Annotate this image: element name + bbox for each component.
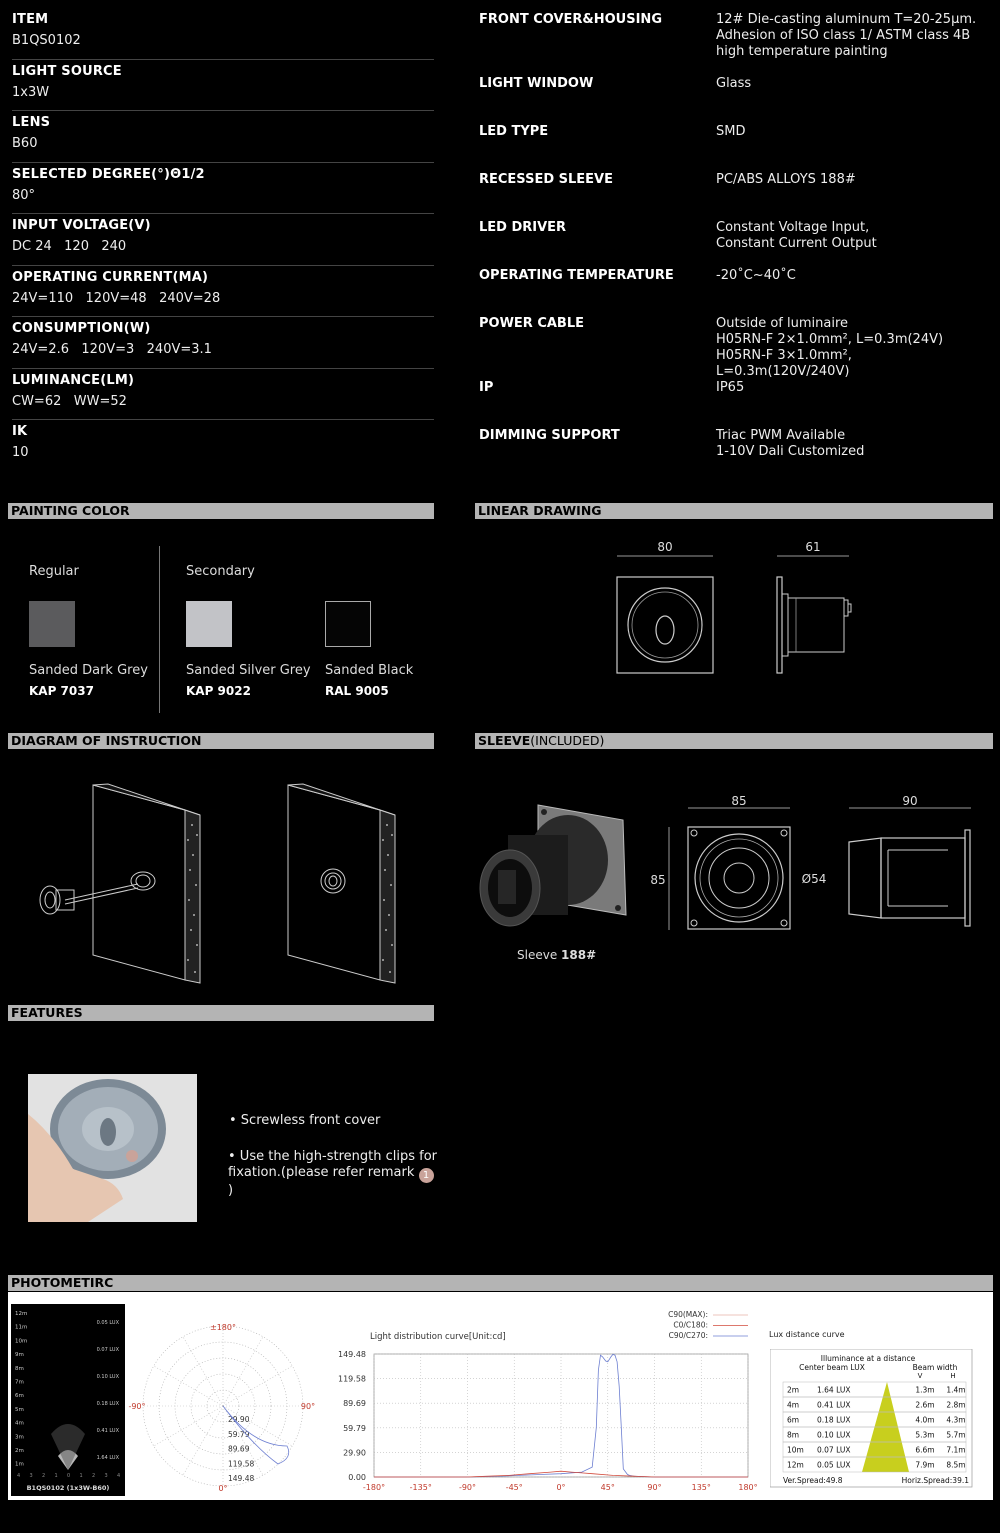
polar-bottom-label: 0°	[218, 1484, 228, 1493]
spec-label: IP	[479, 380, 494, 395]
spec-label: LED TYPE	[479, 124, 549, 139]
x-tick: 1	[54, 1473, 58, 1479]
color-swatch	[29, 601, 75, 647]
lux-label: 0.05 LUX	[96, 1320, 119, 1326]
spec-label: ITEM	[12, 12, 49, 27]
polar-ring-label: 29.90	[228, 1415, 250, 1424]
sleeve-photo	[478, 800, 628, 940]
lux-row	[783, 1412, 966, 1427]
hor-spread: Horiz.Spread:39.1	[901, 1476, 969, 1485]
x-tick: 1	[79, 1473, 83, 1479]
lux-row-h: 4.3m	[946, 1415, 966, 1425]
sleeve-caption-text: Sleeve	[517, 948, 562, 962]
polar-ring-label: 59.79	[228, 1429, 250, 1439]
polar-top-label: ±180°	[210, 1323, 236, 1332]
color-name: Sanded Black	[325, 663, 414, 678]
lux-label: 0.10 LUX	[96, 1374, 119, 1380]
color-name: Sanded Silver Grey	[186, 663, 311, 678]
lux-header-v: V	[917, 1372, 923, 1380]
polar-right-label: 90°	[300, 1402, 316, 1411]
lux-row-lux: 0.10 LUX	[817, 1430, 851, 1440]
x-tick: 2	[42, 1473, 46, 1479]
spec-label: CONSUMPTION(W)	[12, 321, 151, 336]
polar-left-label: -90°	[128, 1402, 146, 1411]
polar-spoke	[183, 1337, 223, 1406]
y-tick: 29.90	[343, 1448, 366, 1458]
color-name: Sanded Dark Grey	[29, 663, 148, 678]
section-diagram-instruction: DIAGRAM OF INSTRUCTION	[8, 733, 434, 749]
spec-value: 24V=110 120V=48 240V=28	[12, 290, 221, 306]
y-tick: 149.48	[338, 1350, 366, 1359]
spec-label: SELECTED DEGREE(°)Θ1/2	[12, 166, 205, 182]
polar-spoke	[154, 1406, 223, 1446]
light-distribution-chart	[330, 1304, 760, 1497]
y-tick: 59.79	[343, 1423, 366, 1433]
sleeve-title: SLEEVE	[478, 733, 531, 748]
spec-row	[12, 369, 434, 421]
lux-table-title: Lux distance curve	[769, 1330, 845, 1339]
feature-item-2-close: )	[228, 1183, 234, 1198]
spec-label: RECESSED SLEEVE	[479, 172, 613, 187]
x-tick: -180°	[362, 1483, 386, 1492]
spec-row	[12, 60, 434, 112]
x-tick: 90°	[647, 1483, 662, 1492]
polar-spoke	[154, 1366, 223, 1406]
spec-row	[12, 317, 434, 369]
distance-label: 1m	[15, 1461, 24, 1468]
polar-spoke	[223, 1366, 292, 1406]
x-tick: -135°	[409, 1483, 432, 1492]
spec-value: Outside of luminaire H05RN-F 2×1.0mm², L=0.3m(24V) H05RN-F 3×1.0mm², L=0.3m(120V/240V)	[716, 316, 944, 379]
lux-row-v: 4.0m	[915, 1415, 935, 1425]
lux-row-lux: 0.41 LUX	[817, 1400, 851, 1410]
ver-spread: Ver.Spread:49.8	[783, 1476, 843, 1485]
section-linear-drawing: LINEAR DRAWING	[475, 503, 993, 519]
lux-row-v: 2.6m	[915, 1400, 935, 1410]
distance-label: 5m	[15, 1406, 24, 1413]
lux-label: 0.18 LUX	[96, 1401, 119, 1407]
spec-value: B1QS0102	[12, 33, 81, 48]
lux-row-h: 1.4m	[946, 1385, 966, 1395]
x-tick: -90°	[458, 1483, 477, 1492]
y-tick: 89.69	[343, 1399, 366, 1409]
distance-label: 2m	[15, 1448, 24, 1454]
chart-title: Light distribution curve[Unit:cd]	[370, 1332, 506, 1342]
x-tick: 0	[67, 1473, 71, 1479]
distance-label: 10m	[15, 1338, 28, 1345]
sleeve-top-dim: 85	[731, 794, 747, 808]
color-code: KAP 9022	[186, 684, 251, 698]
lux-row-v: 6.6m	[915, 1445, 935, 1455]
spec-value: CW=62 WW=52	[12, 393, 127, 409]
lux-header1: Illuminance at a distance	[820, 1354, 916, 1363]
side-dim-label: 61	[805, 540, 821, 554]
polar-chart	[125, 1318, 325, 1500]
spec-value: 10	[12, 445, 29, 460]
lux-row-v: 7.9m	[915, 1460, 935, 1470]
lux-row-h: 2.8m	[946, 1400, 966, 1410]
x-tick: -45°	[505, 1483, 523, 1492]
spec-row	[12, 8, 434, 60]
color-swatch	[186, 601, 232, 647]
lux-scale-footer: B1QS0102 (1x3W-B60)	[26, 1484, 110, 1492]
polar-ring-label: 149.48	[228, 1474, 255, 1484]
spec-label: OPERATING CURRENT(MA)	[12, 269, 209, 285]
spec-label: LUMINANCE(LM)	[12, 372, 135, 388]
instruction-diagram	[30, 780, 410, 990]
lux-scale-chart	[11, 1304, 125, 1496]
feature-item-2-text: • Use the high-strength clips for fixation.(please refer remark	[228, 1149, 438, 1180]
lux-header-beam: Beam width	[912, 1363, 958, 1372]
lux-row-lux: 0.07 LUX	[817, 1445, 851, 1455]
distance-label: 4m	[15, 1420, 24, 1427]
lux-row-v: 5.3m	[915, 1430, 935, 1440]
spec-value: DC 24 120 240	[12, 239, 127, 254]
secondary-label: Secondary	[186, 564, 255, 579]
feature-item-2	[228, 1149, 438, 1199]
polar-spoke	[223, 1406, 292, 1446]
lux-row-v: 1.3m	[915, 1385, 935, 1395]
legend-label: C90/C270:	[668, 1331, 708, 1340]
spec-label: FRONT COVER&HOUSING	[479, 12, 662, 27]
spec-row	[12, 111, 434, 163]
lux-label: 1.64 LUX	[96, 1455, 119, 1461]
lux-row-lux: 0.18 LUX	[817, 1415, 851, 1425]
sleeve-drawing	[648, 790, 988, 940]
color-code: RAL 9005	[325, 684, 389, 698]
spec-value: SMD	[716, 124, 746, 139]
distance-label: 7m	[15, 1379, 24, 1386]
color-code: KAP 7037	[29, 684, 94, 698]
section-photometric: PHOTOMETIRC	[8, 1275, 993, 1291]
spec-row	[12, 214, 434, 266]
lux-header-h: H	[950, 1372, 956, 1380]
feature-item-1: • Screwless front cover	[229, 1113, 381, 1128]
lux-header-center: Center beam LUX	[799, 1363, 865, 1372]
lux-row-h: 7.1m	[946, 1445, 966, 1455]
y-tick: 119.58	[338, 1374, 366, 1384]
sleeve-note: (INCLUDED)	[530, 733, 605, 748]
sleeve-left-dim: 85	[650, 873, 666, 887]
lux-row-distance: 4m	[787, 1400, 800, 1410]
spec-value: B60	[12, 136, 38, 151]
x-tick: 2	[92, 1473, 96, 1479]
spec-value: 24V=2.6 120V=3 240V=3.1	[12, 342, 212, 357]
spec-value: Constant Voltage Input, Constant Current Output	[716, 220, 877, 251]
spec-value: -20˚C~40˚C	[716, 268, 796, 283]
spec-label: DIMMING SUPPORT	[479, 428, 620, 443]
lux-distance-table	[770, 1349, 975, 1489]
spec-label: LED DRIVER	[479, 220, 567, 235]
spec-label: LIGHT WINDOW	[479, 76, 594, 91]
spec-label: OPERATING TEMPERATURE	[479, 268, 674, 283]
section-sleeve	[475, 733, 993, 749]
x-tick: 4	[117, 1473, 121, 1479]
spec-value: 80°	[12, 187, 36, 203]
sleeve-diameter: Ø54	[801, 872, 827, 886]
polar-ring-label: 89.69	[228, 1444, 250, 1454]
distance-label: 11m	[15, 1324, 28, 1331]
spec-row	[12, 266, 434, 318]
lux-row-distance: 8m	[787, 1430, 800, 1440]
front-dim-label: 80	[657, 540, 673, 554]
lux-label: 0.41 LUX	[96, 1428, 119, 1434]
spec-row	[12, 420, 434, 472]
remark-badge: 1	[419, 1168, 434, 1183]
distance-label: 3m	[15, 1434, 24, 1441]
polar-spoke	[183, 1406, 223, 1475]
x-tick: 135°	[691, 1483, 711, 1492]
spec-value: IP65	[716, 380, 745, 395]
lux-row	[783, 1397, 966, 1412]
section-painting-color: PAINTING COLOR	[8, 503, 434, 519]
lux-row-distance: 10m	[787, 1445, 804, 1455]
sleeve-caption-bold: 188#	[561, 948, 597, 962]
spec-label: LENS	[12, 115, 51, 130]
x-tick: 45°	[600, 1483, 615, 1492]
spec-table-left	[12, 8, 434, 472]
x-tick: 3	[29, 1473, 33, 1479]
color-swatch	[325, 601, 371, 647]
lux-row-distance: 6m	[787, 1415, 800, 1425]
spec-label: INPUT VOLTAGE(V)	[12, 218, 151, 233]
lux-row	[783, 1382, 966, 1397]
polar-spoke	[223, 1337, 263, 1406]
spec-row	[12, 163, 434, 215]
spec-label: POWER CABLE	[479, 316, 585, 331]
distance-label: 8m	[15, 1365, 24, 1372]
lux-row-distance: 12m	[787, 1460, 804, 1470]
spec-value: Triac PWM Available 1-10V Dali Customized	[716, 428, 865, 459]
linear-drawing	[600, 536, 870, 686]
spec-label: IK	[12, 424, 28, 439]
lux-row-distance: 2m	[787, 1385, 800, 1395]
distance-label: 9m	[15, 1352, 24, 1359]
regular-label: Regular	[29, 564, 79, 579]
x-tick: 0°	[556, 1483, 566, 1492]
spec-value: PC/ABS ALLOYS 188#	[716, 172, 856, 187]
spec-value: Glass	[716, 76, 752, 91]
lux-label: 0.07 LUX	[96, 1347, 119, 1353]
y-tick: 0.00	[348, 1473, 366, 1482]
x-tick: 180°	[738, 1483, 758, 1492]
polar-ring-label: 119.58	[228, 1459, 255, 1469]
lux-row-h: 5.7m	[946, 1430, 966, 1440]
section-features: FEATURES	[8, 1005, 434, 1021]
legend-label: C0/C180:	[673, 1320, 708, 1330]
x-tick: 4	[17, 1473, 21, 1479]
spec-value: 1x3W	[12, 84, 50, 100]
distance-label: 6m	[15, 1393, 24, 1400]
legend-label: C90(MAX):	[668, 1310, 708, 1319]
lux-row-h: 8.5m	[946, 1460, 966, 1470]
lux-row-lux: 0.05 LUX	[817, 1460, 851, 1470]
lux-row-lux: 1.64 LUX	[817, 1385, 851, 1395]
color-divider	[159, 546, 160, 713]
spec-value: 12# Die-casting aluminum T=20-25μm. Adhesion of ISO class 1/ ASTM class 4B high temperature painting	[716, 12, 977, 59]
distance-label: 12m	[15, 1311, 28, 1317]
x-tick: 3	[104, 1473, 108, 1479]
sleeve-caption	[517, 948, 596, 962]
spec-label: LIGHT SOURCE	[12, 63, 122, 79]
sleeve-side-dim: 90	[902, 794, 918, 808]
feature-photo	[28, 1074, 197, 1222]
